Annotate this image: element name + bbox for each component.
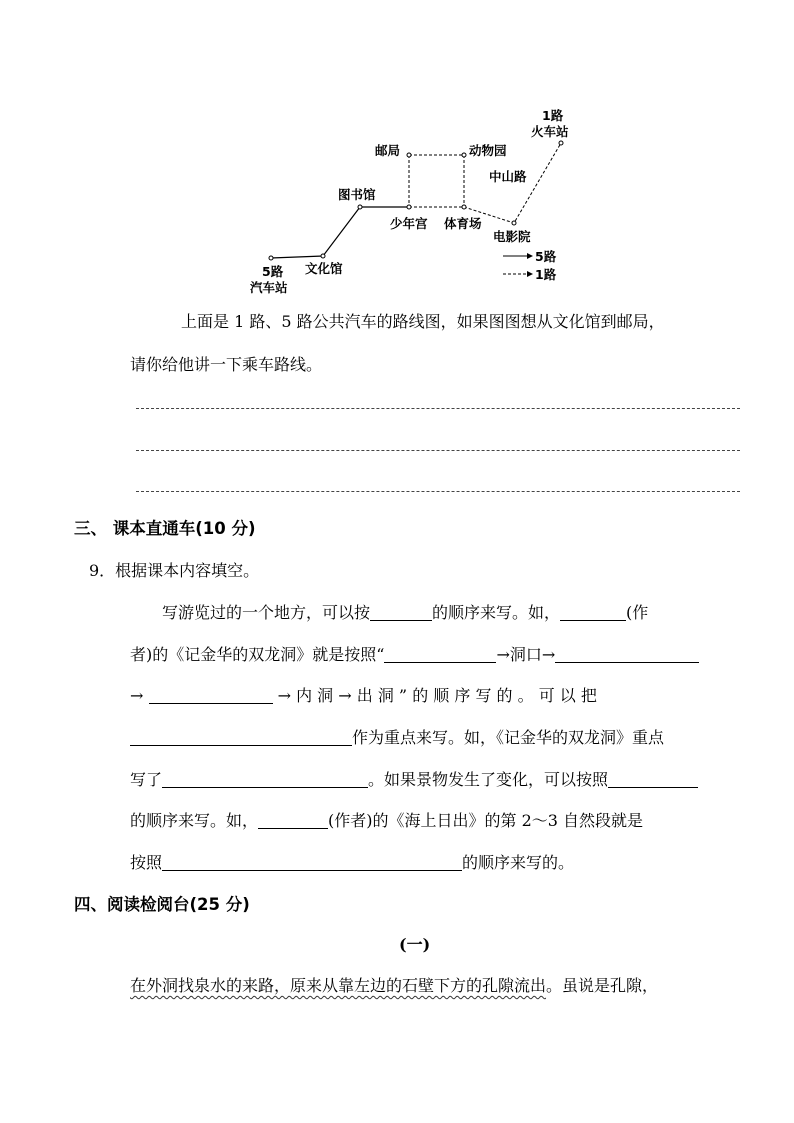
passage-text: 。虽说是孔隙，: [546, 976, 659, 995]
q9-text: 的顺序来写。如，: [130, 811, 259, 830]
passage-underlined-text: 在外洞找泉水的来路，原来从靠左边的石壁下方的孔隙流出: [130, 976, 547, 995]
q9-text: →: [130, 686, 144, 705]
q9-text: → 内 洞 → 出 洞 ” 的 顺 序 写 的 。 可 以 把: [277, 686, 597, 705]
section-3-title: 三、 课本直通车(10 分): [74, 519, 256, 538]
label-zhongshan-road: 中山路: [489, 169, 527, 184]
stop-dot-youth-palace: [407, 205, 411, 209]
label-stadium: 体育场: [444, 216, 482, 231]
q9-text: →洞口→: [496, 645, 556, 664]
blank-route-3[interactable]: [149, 687, 273, 704]
answer-line-3[interactable]: [136, 491, 740, 492]
stop-dot-library: [358, 205, 362, 209]
q9-line4: [130, 725, 664, 748]
label-cultural-center: 文化馆: [305, 261, 343, 276]
q9-line2: [130, 642, 699, 665]
q9-text: (作者)的《海上日出》的第 2～3 自然段就是: [328, 811, 644, 830]
label-bus-station: 汽车站: [250, 280, 288, 295]
stop-dot-stadium: [462, 205, 466, 209]
q9-text: 作为重点来写。如，《记金华的双龙洞》重点: [352, 728, 665, 747]
blank-route-2[interactable]: [555, 646, 699, 663]
label-youth-palace: 少年宫: [390, 216, 428, 231]
q9-text: 的顺序来写。如，: [432, 603, 561, 622]
label-post-office: 邮局: [375, 143, 401, 158]
stop-dot-train-station: [559, 141, 563, 145]
blank-route-1[interactable]: [384, 646, 496, 663]
label-train-station: 火车站: [531, 124, 569, 139]
stop-dot-bus-station: [269, 256, 273, 260]
q9-text: 写游览过的一个地方，可以按: [162, 603, 371, 622]
q9-text: (作: [626, 603, 649, 622]
q9-text: 的顺序来写的。: [462, 853, 575, 872]
q9-line6: [130, 808, 643, 831]
answer-line-1[interactable]: [136, 408, 740, 409]
q9-line3: [130, 683, 597, 706]
route-map: [0, 0, 794, 310]
label-route5: 5路: [262, 264, 284, 279]
stop-dot-zoo: [462, 153, 466, 157]
q9-text: 者)的《记金华的双龙洞》就是按照“: [130, 645, 385, 664]
label-route1: 1路: [542, 108, 564, 123]
q9-text: 。如果景物发生了变化，可以按照: [368, 770, 609, 789]
q8-line1: 上面是 1 路、5 路公共汽车的路线图，如果图图想从文化馆到邮局，: [181, 312, 665, 331]
label-zoo: 动物园: [469, 143, 507, 158]
section-4-title: 四、阅读检阅台(25 分): [74, 895, 250, 914]
q9-line5: [130, 767, 698, 790]
blank-focus[interactable]: [130, 729, 352, 746]
stop-dot-cultural-center: [321, 254, 325, 258]
stop-dot-cinema: [512, 221, 516, 225]
blank-author-2[interactable]: [258, 812, 328, 829]
blank-order[interactable]: [370, 604, 432, 621]
passage-number: (一): [399, 935, 431, 954]
answer-line-2[interactable]: [136, 450, 740, 451]
label-cinema: 电影院: [493, 229, 531, 244]
q9-line1: [162, 600, 648, 623]
label-library: 图书馆: [338, 187, 376, 202]
legend-solid-arrow: [527, 253, 533, 259]
passage-line1: [130, 973, 658, 996]
q8-line2: 请你给他讲一下乘车路线。: [130, 355, 323, 374]
blank-sunrise-order[interactable]: [162, 854, 462, 871]
q9-line7: [130, 850, 574, 873]
legend-solid-label: 5路: [535, 249, 557, 264]
q9-text: 按照: [130, 853, 163, 872]
route-5-line: [271, 207, 409, 258]
q9-stem: 9．根据课本内容填空。: [89, 561, 260, 580]
blank-focus-content[interactable]: [162, 771, 368, 788]
legend-dashed-arrow: [527, 271, 533, 277]
q9-text: 写了: [130, 770, 163, 789]
legend-dashed-label: 1路: [535, 267, 557, 282]
blank-change-order[interactable]: [608, 771, 698, 788]
stop-dot-post-office: [407, 153, 411, 157]
blank-author-1[interactable]: [560, 604, 626, 621]
